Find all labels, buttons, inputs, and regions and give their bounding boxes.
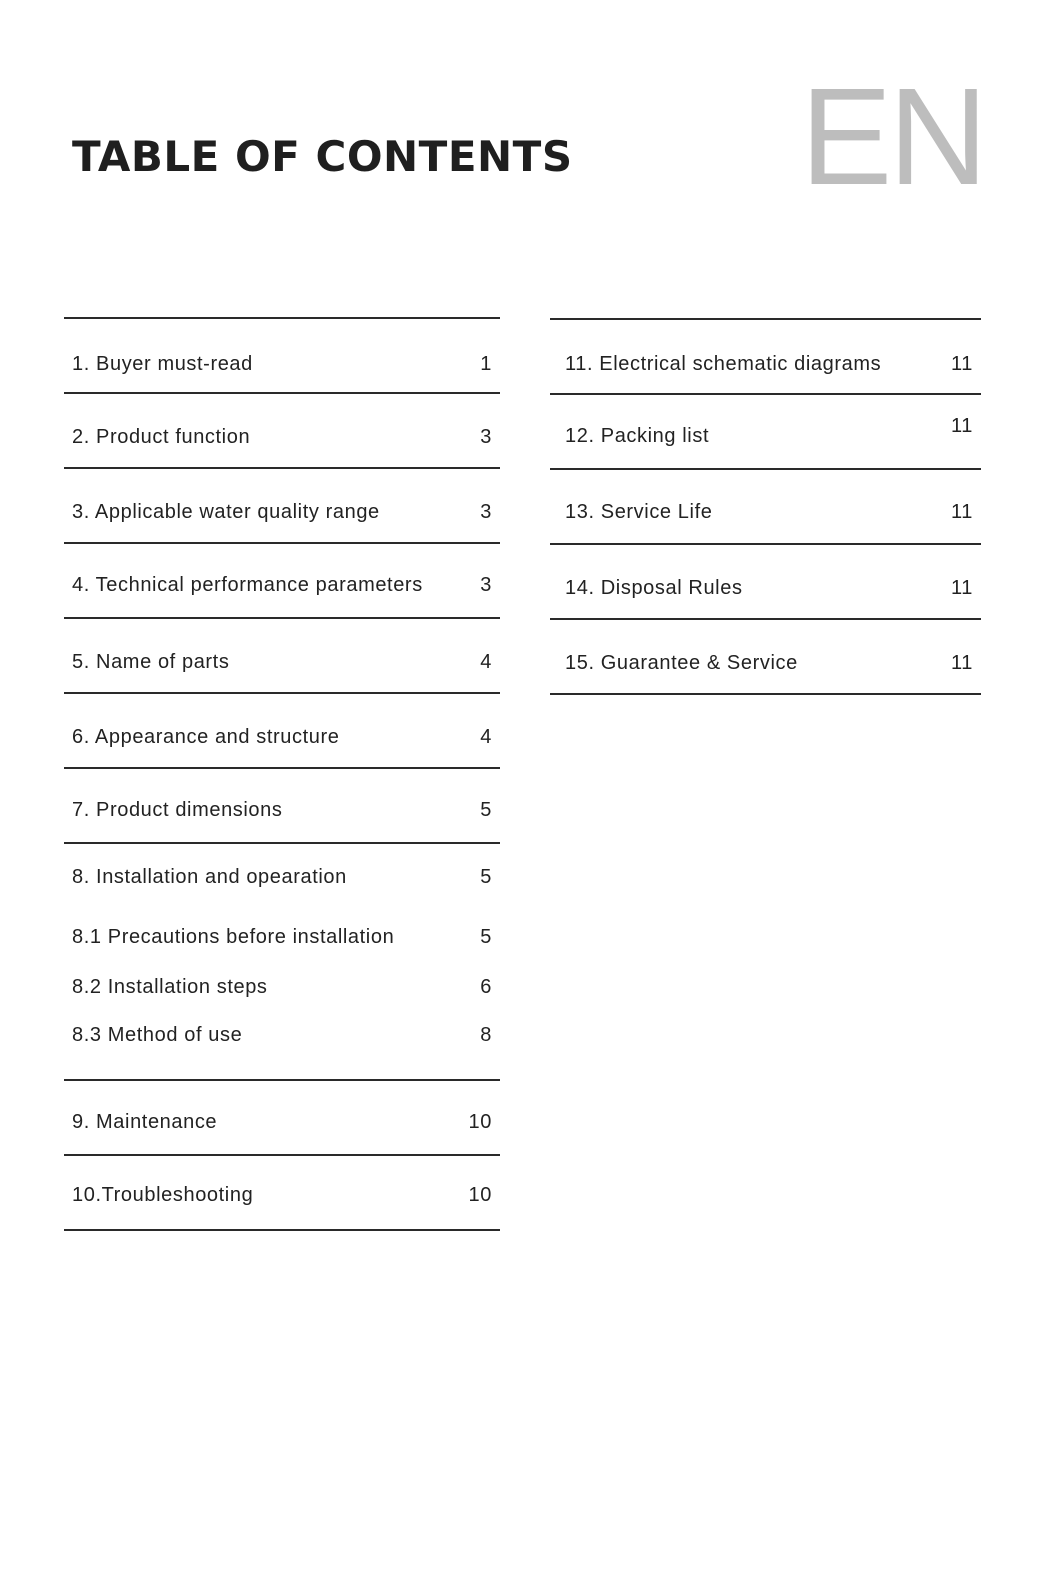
toc-entry-page: 5	[480, 799, 492, 821]
toc-entry-13[interactable]	[550, 470, 981, 545]
toc-subentry-page: 5	[480, 926, 492, 948]
toc-entry-label: 11. Electrical schematic diagrams	[565, 353, 882, 375]
toc-entry-5[interactable]	[64, 619, 500, 694]
toc-subentry-label: 8.2 Installation steps	[72, 976, 268, 998]
toc-entry-15[interactable]	[550, 620, 981, 695]
toc-entry-page: 3	[480, 574, 492, 596]
toc-entry-page: 3	[480, 501, 492, 523]
toc-entry-label: 3. Applicable water quality range	[72, 501, 380, 523]
toc-entry-label: 2. Product function	[72, 426, 251, 448]
toc-entry-label: 7. Product dimensions	[72, 799, 283, 821]
toc-entry-label: 1. Buyer must-read	[72, 353, 253, 375]
toc-entry-page: 10	[468, 1111, 492, 1133]
toc-entry-6[interactable]	[64, 694, 500, 769]
toc-entry-page: 4	[480, 726, 492, 748]
toc-entry-12[interactable]	[550, 395, 981, 470]
toc-entry-2[interactable]	[64, 394, 500, 469]
toc-entry-page: 1	[480, 353, 492, 375]
toc-entry-10[interactable]	[64, 1156, 500, 1231]
page-title: TABLE OF CONTENTS	[72, 132, 573, 181]
toc-entry-9[interactable]	[64, 1081, 500, 1156]
toc-subentry-8-1[interactable]	[72, 926, 492, 949]
toc-subentry-page: 8	[480, 1024, 492, 1046]
toc-entry-label: 4. Technical performance parameters	[72, 574, 423, 596]
toc-entry-label: 6. Appearance and structure	[72, 726, 340, 748]
toc-subentry-8-2[interactable]	[72, 976, 492, 999]
toc-entry-page: 11	[951, 577, 973, 599]
toc-entry-label: 8. Installation and opearation	[72, 866, 347, 888]
toc-entry-label: 12. Packing list	[565, 425, 710, 447]
toc-entry-page: 11	[951, 353, 973, 375]
toc-entry-11[interactable]	[550, 320, 981, 395]
toc-entry-3[interactable]	[64, 469, 500, 544]
toc-entry-7[interactable]	[64, 769, 500, 844]
toc-entry-label: 15. Guarantee & Service	[565, 652, 798, 674]
toc-entry-page: 11	[951, 415, 973, 437]
toc-entry-page: 11	[951, 652, 973, 674]
toc-entry-page: 4	[480, 651, 492, 673]
language-marker: EN	[800, 60, 984, 214]
toc-entry-label: 13. Service Life	[565, 501, 713, 523]
toc-entry-page: 10	[468, 1184, 492, 1206]
toc-entry-label: 5. Name of parts	[72, 651, 230, 673]
toc-entry-label: 14. Disposal Rules	[565, 577, 743, 599]
toc-entry-8[interactable]	[64, 844, 500, 1081]
toc-entry-14[interactable]	[550, 545, 981, 620]
toc-entry-label: 9. Maintenance	[72, 1111, 218, 1133]
toc-subentry-8-3[interactable]	[72, 1024, 492, 1047]
toc-entry-page: 3	[480, 426, 492, 448]
toc-left-column	[64, 317, 500, 1231]
toc-entry-page: 5	[480, 866, 492, 888]
toc-subentry-label: 8.1 Precautions before installation	[72, 926, 395, 948]
toc-subentry-label: 8.3 Method of use	[72, 1024, 243, 1046]
toc-entry-page: 11	[951, 501, 973, 523]
toc-right-column	[550, 318, 981, 695]
toc-entry-label: 10.Troubleshooting	[72, 1184, 254, 1206]
toc-entry-1[interactable]	[64, 319, 500, 394]
toc-subentry-page: 6	[480, 976, 492, 998]
toc-entry-4[interactable]	[64, 544, 500, 619]
